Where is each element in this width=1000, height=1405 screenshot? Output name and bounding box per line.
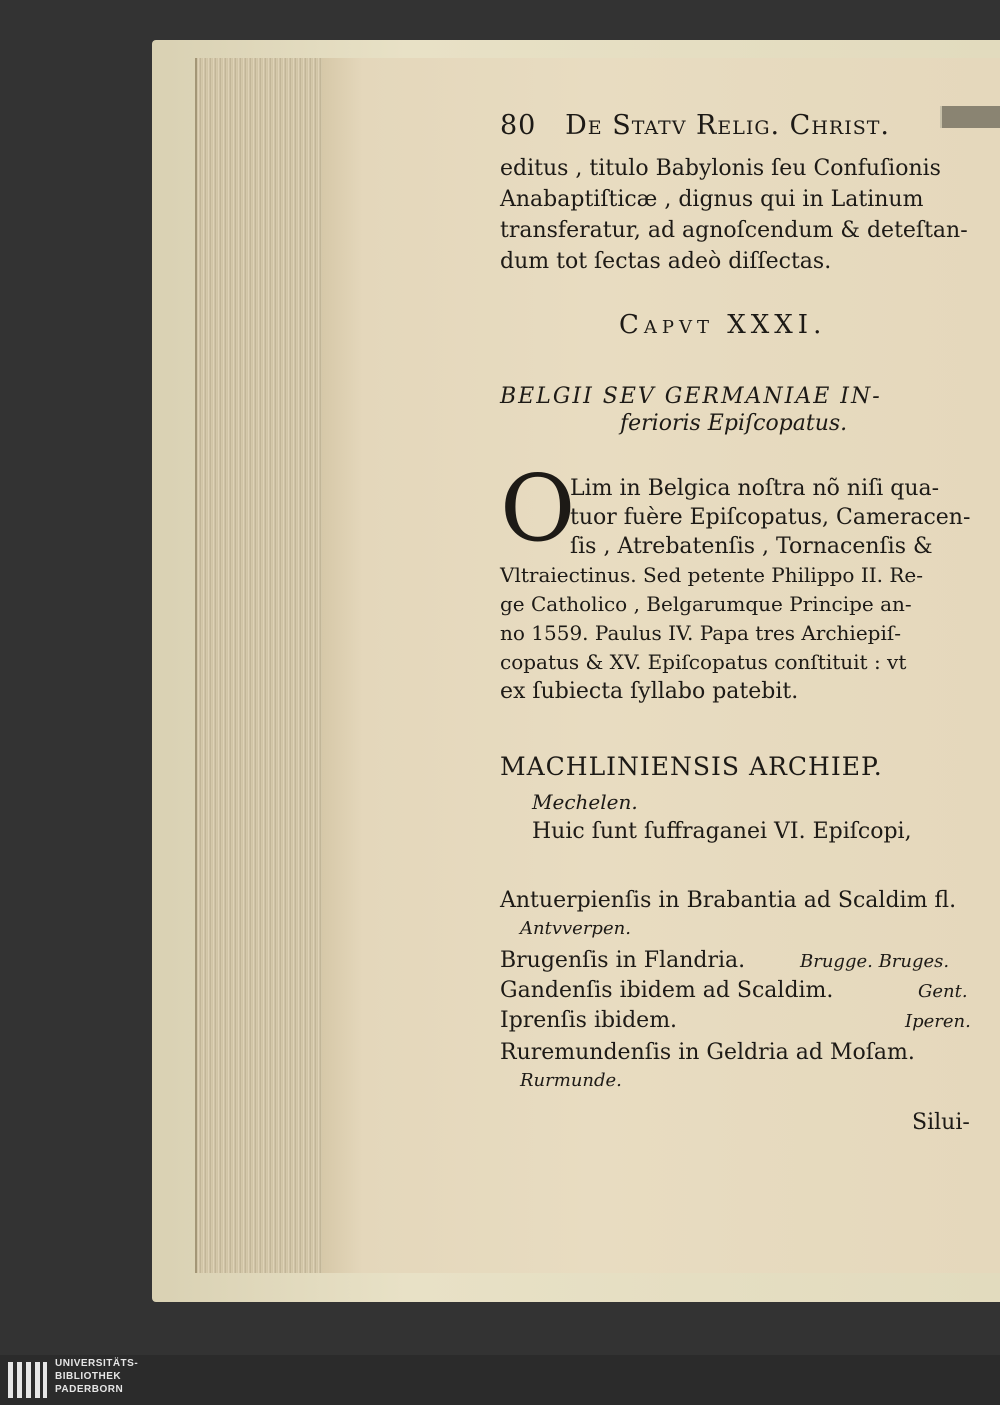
paragraph-line: copatus & XV. Epiſcopatus conſtituit : vt bbox=[500, 650, 907, 674]
paragraph-line: Vltraiectinus. Sed petente Philippo II. Re- bbox=[500, 563, 923, 587]
archdiocese-vernacular: Mechelen. bbox=[532, 790, 638, 814]
intro-line: dum tot ſectas adeò diſſectas. bbox=[500, 249, 832, 274]
suffragan-line: Huic ſunt ſuffraganei VI. Epiſcopi, bbox=[532, 819, 912, 844]
paragraph-line: ſis , Atrebatenſis , Tornacenſis & bbox=[570, 534, 933, 559]
diocese-entry: Antuerpienſis in Brabantia ad Scaldim fl. bbox=[500, 888, 957, 913]
page-edges bbox=[195, 58, 327, 1273]
diocese-entry: Gandenſis ibidem ad Scaldim. bbox=[500, 978, 834, 1003]
paragraph-line: no 1559. Paulus IV. Papa tres Archiepiſ- bbox=[500, 621, 902, 645]
chapter-heading-cont: ferioris Epiſcopatus. bbox=[620, 411, 848, 436]
running-header bbox=[500, 110, 890, 141]
archdiocese-title: MACHLINIENSIS ARCHIEP. bbox=[500, 752, 883, 781]
diocese-entry: Iprenſis ibidem. bbox=[500, 1008, 678, 1033]
paragraph-line: ex ſubiecta ſyllabo patebit. bbox=[500, 679, 799, 704]
paragraph-line: tuor fuère Epiſcopatus, Cameracen- bbox=[570, 505, 971, 530]
paragraph-line: Lim in Belgica noſtra nõ niſi qua- bbox=[570, 476, 940, 501]
library-footer bbox=[0, 1355, 1000, 1405]
footer-line: BIBLIOTHEK bbox=[55, 1371, 122, 1382]
intro-line: Anabaptiſticæ , dignus qui in Latinum bbox=[500, 187, 924, 212]
diocese-entry: Ruremundenſis in Geldria ad Moſam. bbox=[500, 1040, 915, 1065]
intro-line: transferatur, ad agnoſcendum & deteſtan- bbox=[500, 218, 968, 243]
diocese-vernacular: Rurmunde. bbox=[520, 1070, 622, 1091]
drop-capital: O bbox=[500, 455, 576, 562]
diocese-vernacular: Antvverpen. bbox=[520, 918, 631, 939]
library-logo-icon bbox=[8, 1362, 48, 1398]
footer-line: UNIVERSITÄTS- bbox=[55, 1358, 139, 1369]
diocese-entry: Brugenſis in Flandria. bbox=[500, 948, 746, 973]
paragraph-line: ge Catholico , Belgarumque Principe an- bbox=[500, 592, 912, 616]
chapter-heading: BELGII SEV GERMANIAE IN- bbox=[500, 384, 882, 409]
bookmark-tab bbox=[940, 106, 1000, 128]
footer-line: PADERBORN bbox=[55, 1384, 124, 1395]
diocese-vernacular: Gent. bbox=[918, 981, 968, 1002]
diocese-vernacular: Iperen. bbox=[905, 1011, 971, 1032]
catchword: Silui- bbox=[912, 1110, 970, 1135]
book-page bbox=[322, 58, 1000, 1273]
chapter-title: Capvt XXXI. bbox=[619, 310, 827, 340]
running-title: De Statv Relig. Christ. bbox=[565, 110, 890, 141]
diocese-vernacular: Brugge. Bruges. bbox=[800, 951, 950, 972]
page-number: 80 bbox=[500, 110, 537, 141]
intro-line: editus , titulo Babylonis ſeu Confuſionis bbox=[500, 156, 941, 181]
